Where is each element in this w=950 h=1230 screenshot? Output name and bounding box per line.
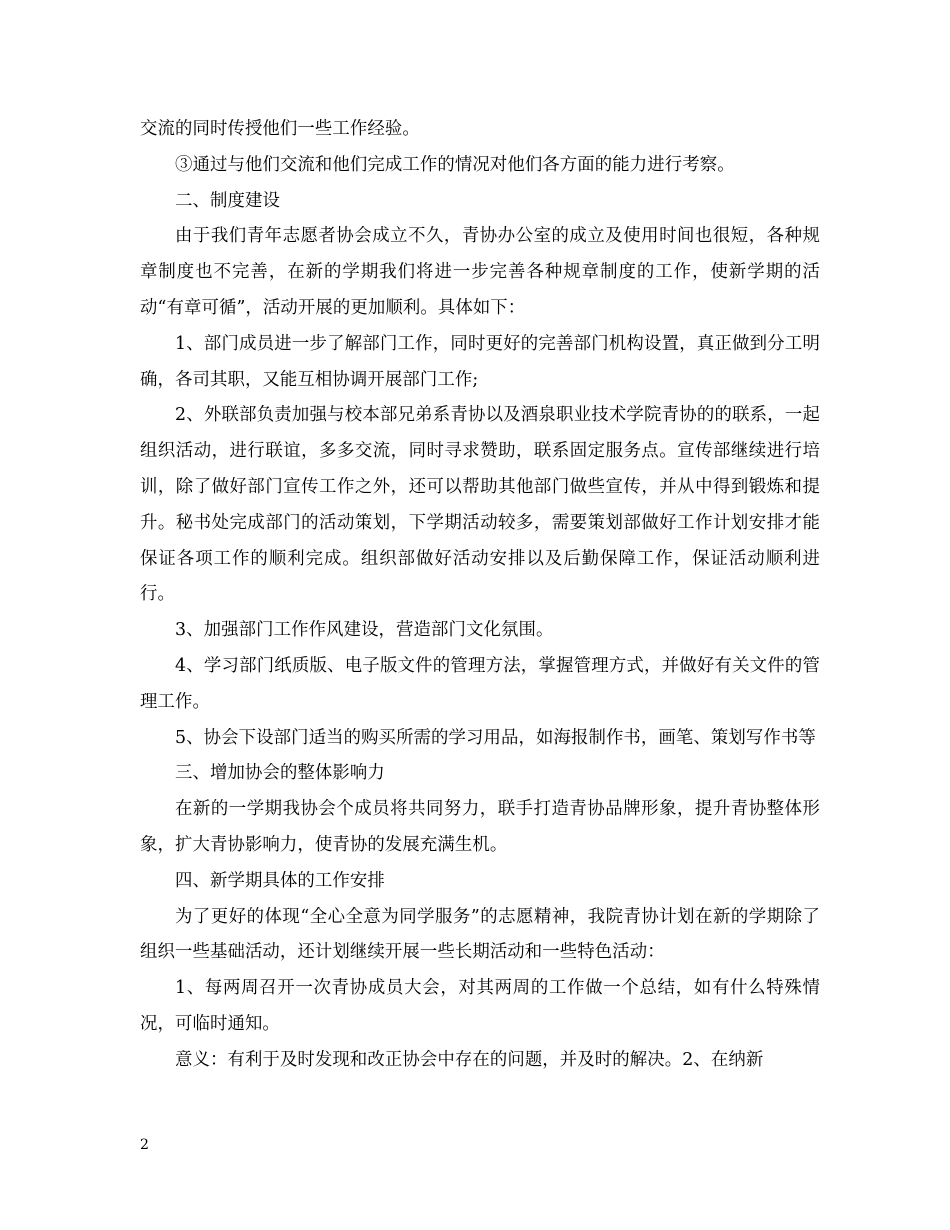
paragraph: 为了更好的体现“全心全意为同学服务”的志愿精神，我院青协计划在新的学期除了组织一些基础活动，还计划继续开展一些长期活动和一些特色活动： (140, 906, 820, 963)
paragraph: 意义：有利于及时发现和改正协会中存在的问题，并及时的解决。2、在纳新 (175, 1049, 764, 1070)
list-item: 1、每两周召开一次青协成员大会，对其两周的工作做一个总结，如有什么特殊情况，可临时通知。 (140, 978, 820, 1034)
paragraph: 在新的一学期我协会个成员将共同努力，联手打造青协品牌形象，提升青协整体形象，扩大青协影响力，使青协的发展充满生机。 (140, 799, 820, 855)
paragraph: 由于我们青年志愿者协会成立不久，青协办公室的成立及使用时间也很短，各种规章制度也不完善，在新的学期我们将进一步完善各种规章制度的工作，使新学期的活动“有章可循”，活动开展的更加顺利。具体如下： (140, 226, 820, 318)
list-item: 1、部门成员进一步了解部门工作，同时更好的完善部门机构设置，真正做到分工明确，各司其职，又能互相协调开展部门工作; (140, 333, 820, 390)
list-item: 4、学习部门纸质版、电子版文件的管理方法，掌握管理方式，并做好有关文件的管理工作。 (140, 655, 820, 712)
list-item: 2、外联部负责加强与校本部兄弟系青协以及酒泉职业技术学院青协的的联系，一起组织活动，进行联谊，多多交流，同时寻求赞助，联系固定服务点。宣传部继续进行培训，除了做好部门宣传工作之外，还可以帮助其他部门做些宣传，并从中得到锻炼和提升。秘书处完成部门的活动策划，下学期活动较多，需要策划部做好工作计划安排才能保证各项工作的顺利完成。组织部做好活动安排以及后勤保障工作，保证活动顺利进行。 (140, 405, 820, 605)
section-heading: 四、新学期具体的工作安排 (175, 870, 385, 891)
page-number: 2 (140, 1137, 149, 1153)
document-body (140, 112, 820, 1079)
paragraph: 交流的同时传授他们一些工作经验。 (140, 119, 420, 139)
section-heading: 二、制度建设 (175, 190, 280, 211)
section-heading: 三、增加协会的整体影响力 (175, 763, 385, 784)
paragraph: ③通过与他们交流和他们完成工作的情况对他们各方面的能力进行考察。 (175, 154, 735, 175)
list-item: 5、协会下设部门适当的购买所需的学习用品，如海报制作书，画笔、策划写作书等 (175, 727, 816, 748)
list-item: 3、加强部门工作作风建设，营造部门文化氛围。 (175, 620, 554, 641)
